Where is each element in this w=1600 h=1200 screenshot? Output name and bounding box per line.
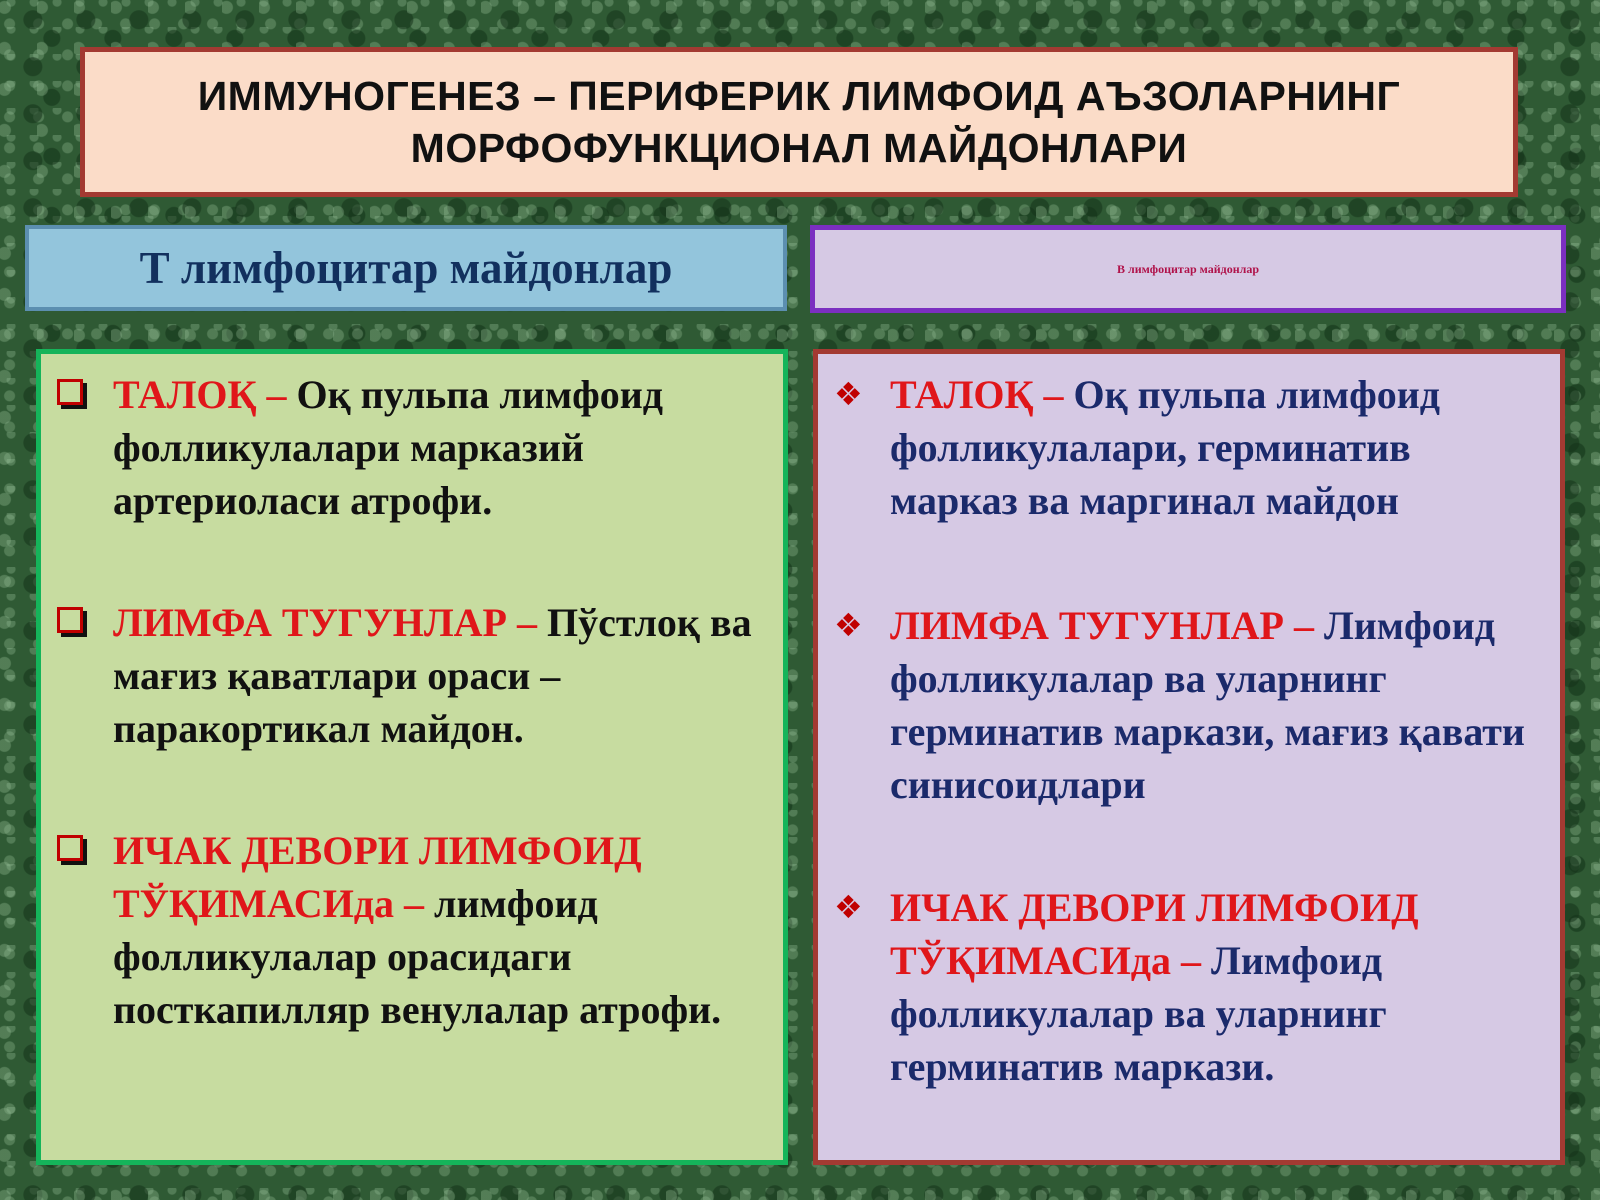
list-item xyxy=(834,368,1540,527)
list-item-text xyxy=(113,596,763,755)
four-diamond-icon: ❖ xyxy=(834,888,863,926)
list-item-text xyxy=(113,824,763,1036)
page-title xyxy=(198,70,1401,174)
item-description: Лимфоид фолликулалар ва уларнинг герминатив маркази, мағиз қавати синисоидлари xyxy=(890,603,1525,807)
item-keyword: ИЧАК ДЕВОРИ ЛИМФОИД ТЎҚИМАСИда – xyxy=(113,828,642,926)
title-box xyxy=(80,47,1518,197)
b-lymphocyte-header xyxy=(810,225,1566,313)
list-item-text xyxy=(890,368,1540,527)
list-item-text xyxy=(890,881,1540,1093)
checkbox-square-icon xyxy=(57,596,113,755)
item-description: лимфоид фолликулалар орасидаги посткапилляр венулалар атрофи. xyxy=(113,881,722,1032)
t-lymphocyte-header-label: Т лимфоцитар майдонлар xyxy=(139,243,673,293)
list-item xyxy=(57,368,763,527)
title-line-1: ИММУНОГЕНЕЗ – ПЕРИФЕРИК ЛИМФОИД АЪЗОЛАРНИНГ xyxy=(197,73,1401,119)
list-item xyxy=(834,599,1540,811)
b-lymphocyte-header-label: В лимфоцитар майдонлар xyxy=(1116,261,1260,276)
four-diamond-icon: ❖ xyxy=(834,375,863,413)
item-keyword: ТАЛОҚ – xyxy=(890,372,1074,417)
t-lymphocyte-panel xyxy=(36,349,788,1165)
list-item-text xyxy=(113,368,763,527)
t-lymphocyte-header xyxy=(25,225,787,311)
item-description: Пўстлоқ ва мағиз қаватлари ораси – паракортикал майдон. xyxy=(113,600,752,751)
checkbox-square-icon xyxy=(57,824,113,1036)
list-item xyxy=(57,824,763,1036)
item-description: Оқ пульпа лимфоид фолликулалари, герминатив марказ ва маргинал майдон xyxy=(890,372,1441,523)
title-line-2: МОРФОФУНКЦИОНАЛ МАЙДОНЛАРИ xyxy=(410,125,1188,171)
item-description: Оқ пульпа лимфоид фолликулалари марказий артериоласи атрофи. xyxy=(113,372,664,523)
item-keyword: ЛИМФА ТУГУНЛАР – xyxy=(113,600,547,645)
list-item-text xyxy=(890,599,1540,811)
b-lymphocyte-panel xyxy=(813,349,1565,1165)
four-diamond-icon: ❖ xyxy=(834,606,863,644)
list-item xyxy=(834,881,1540,1093)
item-keyword: ЛИМФА ТУГУНЛАР – xyxy=(890,603,1324,648)
item-keyword: ИЧАК ДЕВОРИ ЛИМФОИД ТЎҚИМАСИда – xyxy=(890,885,1419,983)
item-description: Лимфоид фолликулалар ва уларнинг герминатив маркази. xyxy=(890,938,1387,1089)
list-item xyxy=(57,596,763,755)
checkbox-square-icon xyxy=(57,368,113,527)
item-keyword: ТАЛОҚ – xyxy=(113,372,297,417)
